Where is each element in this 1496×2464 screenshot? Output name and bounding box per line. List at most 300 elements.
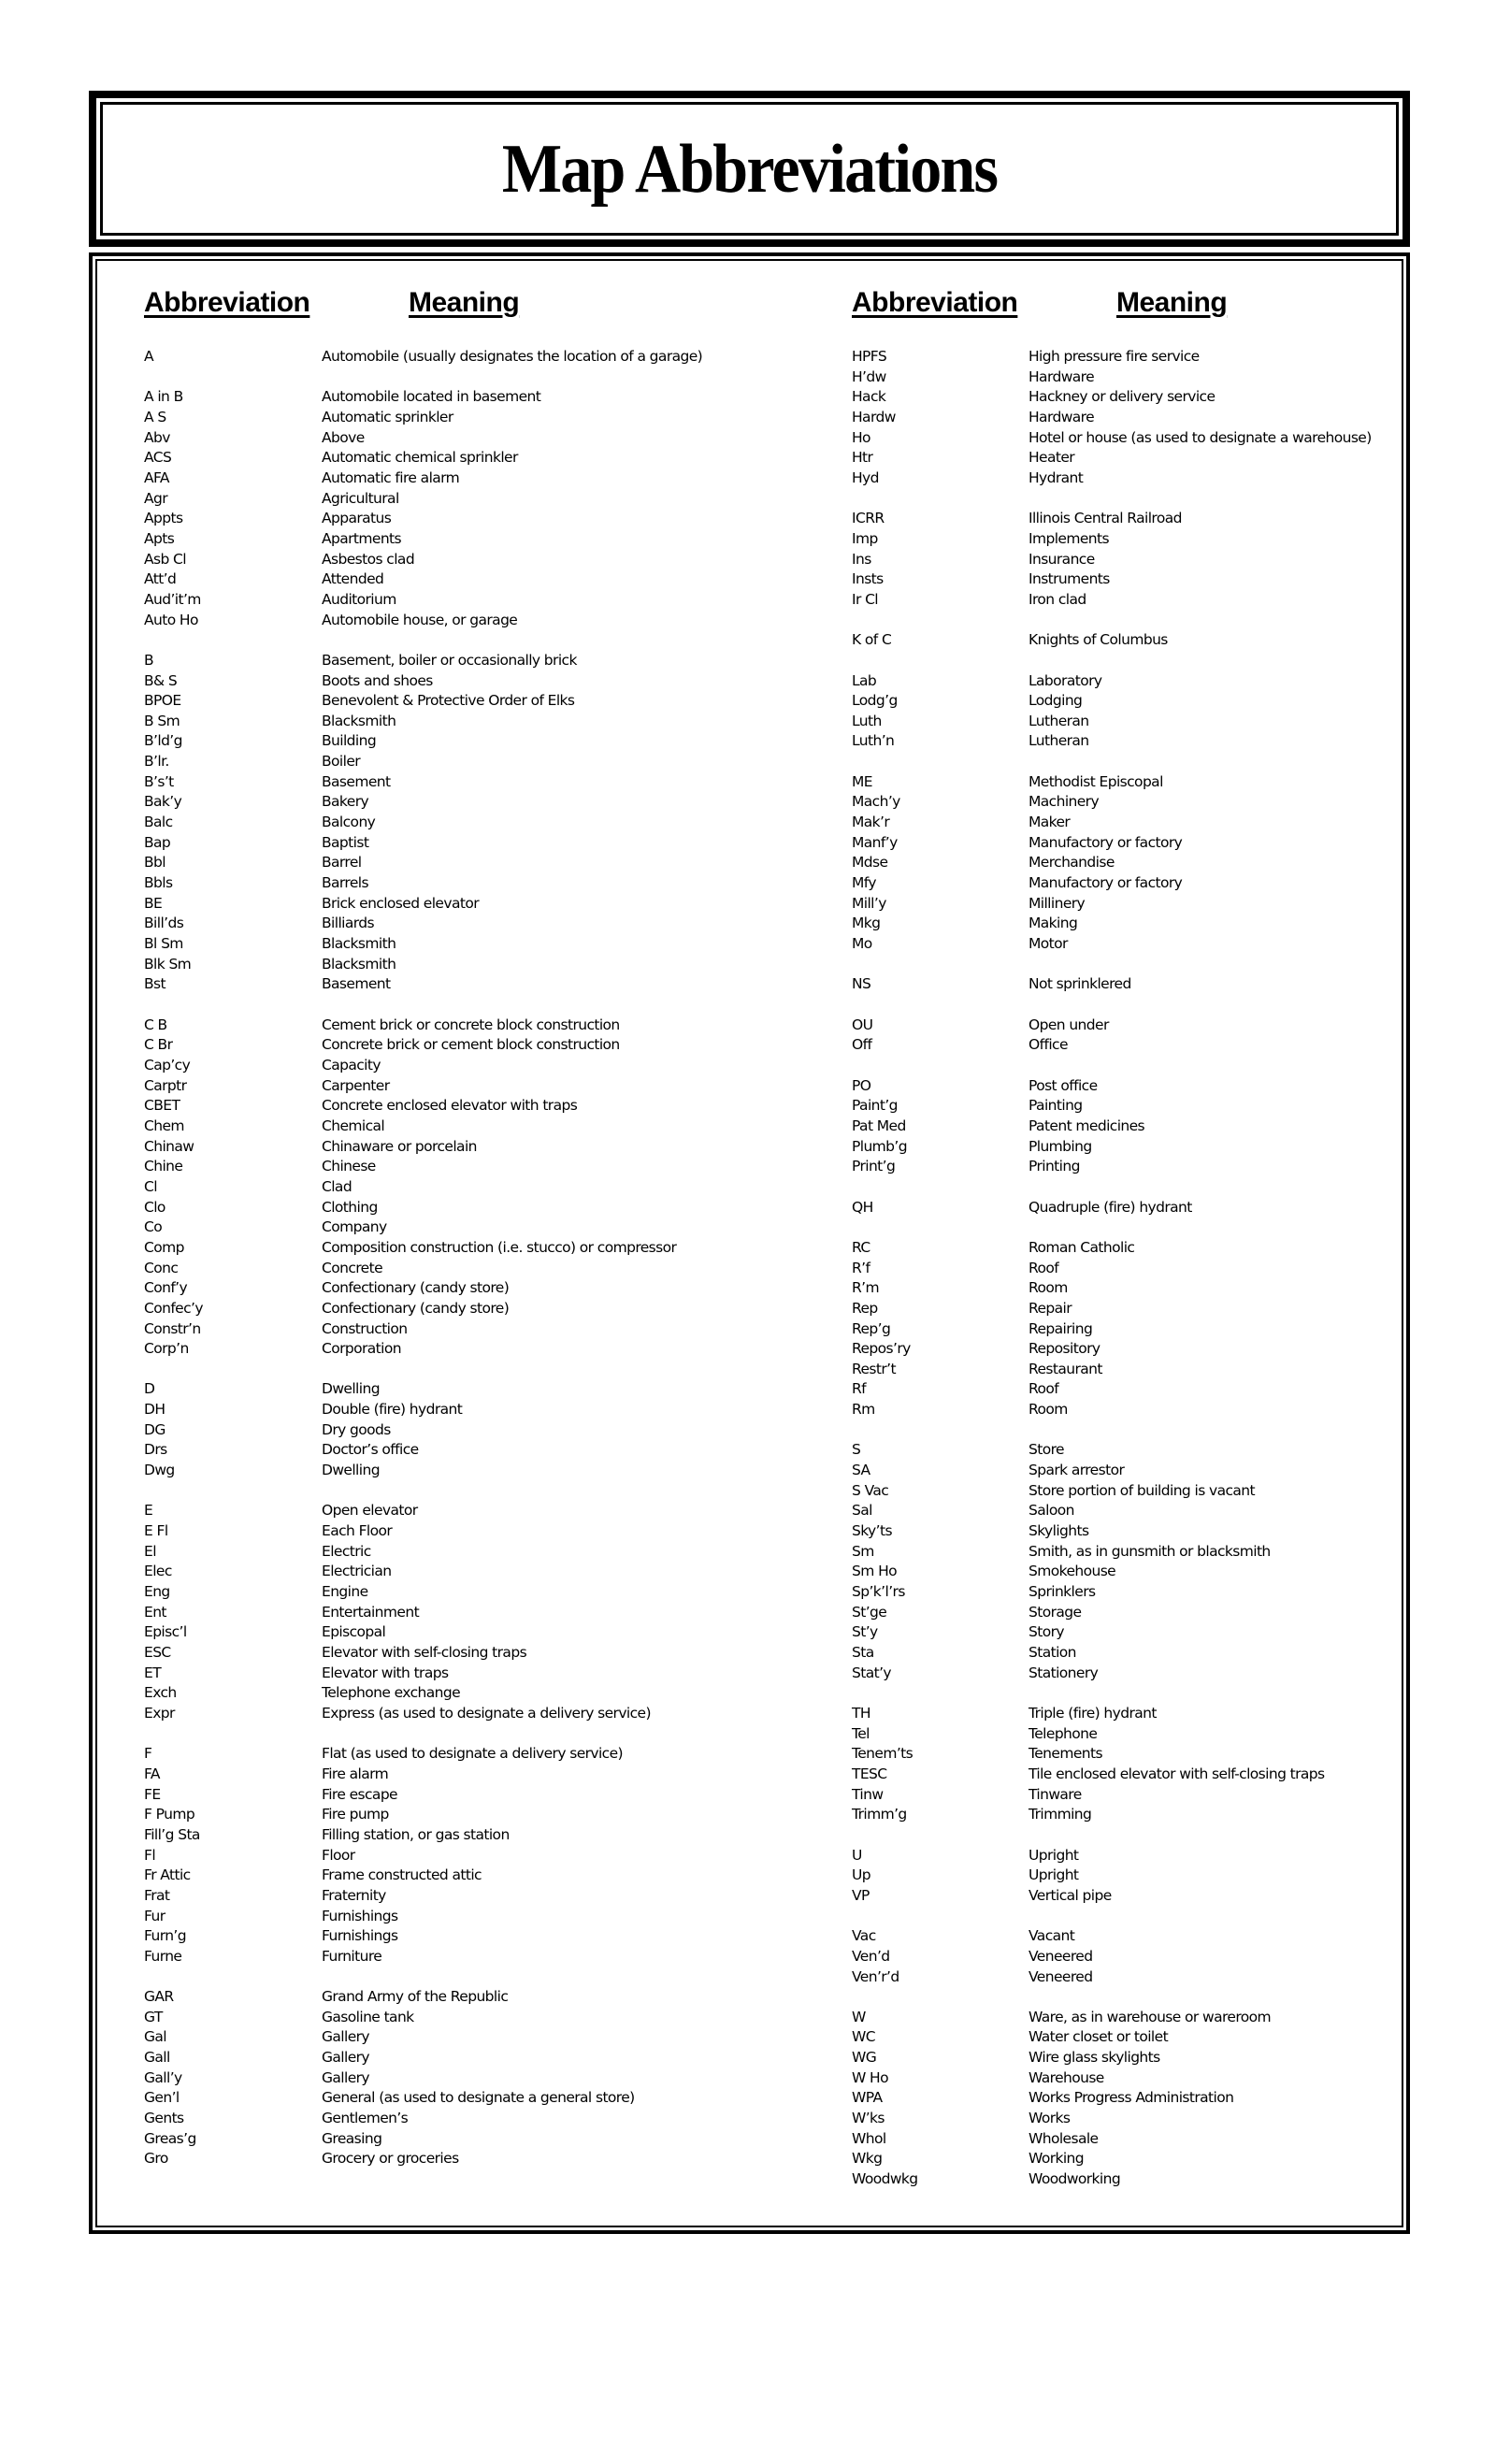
abbreviation-cell: Bbls bbox=[144, 874, 173, 892]
abbreviation-cell: TESC bbox=[852, 1765, 887, 1782]
meaning-cell: Electric bbox=[322, 1542, 371, 1560]
abbreviation-cell: Wkg bbox=[852, 2150, 883, 2168]
abbreviation-cell: Rep’g bbox=[852, 1319, 891, 1337]
abbreviation-cell: Restr’t bbox=[852, 1360, 896, 1377]
abbreviation-cell: El bbox=[144, 1542, 156, 1560]
abbreviation-cell: VP bbox=[852, 1886, 870, 1904]
abbreviation-cell: Chinaw bbox=[144, 1137, 194, 1155]
abbreviation-cell: Pat Med bbox=[852, 1117, 906, 1134]
abbreviation-cell: Vac bbox=[852, 1927, 876, 1945]
abbreviation-cell: Gents bbox=[144, 2110, 184, 2127]
meaning-cell: Above bbox=[322, 428, 365, 446]
abbreviation-cell: SA bbox=[852, 1462, 870, 1479]
abbreviation-cell: Stat’y bbox=[852, 1664, 891, 1681]
abbreviation-cell: A bbox=[144, 348, 154, 365]
abbreviation-header: Abbreviation bbox=[852, 287, 1018, 318]
meaning-cell: Veneered bbox=[1028, 1967, 1093, 1985]
abbreviation-cell: Bap bbox=[144, 833, 171, 851]
abbreviation-cell: Plumb’g bbox=[852, 1137, 907, 1155]
abbreviation-cell: R’f bbox=[852, 1259, 870, 1276]
meaning-cell: Asbestos clad bbox=[322, 550, 415, 568]
abbreviation-cell: WPA bbox=[852, 2089, 883, 2107]
meaning-cell: Episcopal bbox=[322, 1623, 386, 1641]
abbreviation-cell: TH bbox=[852, 1704, 870, 1722]
abbreviation-cell: Bak’y bbox=[144, 793, 182, 811]
abbreviation-cell: Ent bbox=[144, 1603, 166, 1621]
meaning-cell: Room bbox=[1028, 1279, 1068, 1297]
meaning-cell: Blacksmith bbox=[322, 712, 396, 729]
abbreviation-cell: Trimm’g bbox=[852, 1806, 907, 1823]
abbreviation-cell: Fr Attic bbox=[144, 1866, 191, 1884]
meaning-cell: Frame constructed attic bbox=[322, 1866, 482, 1884]
abbreviation-cell: CBET bbox=[144, 1097, 180, 1115]
abbreviation-cell: Agr bbox=[144, 489, 168, 507]
abbreviation-cell: Exch bbox=[144, 1684, 177, 1702]
meaning-cell: Works Progress Administration bbox=[1028, 2089, 1234, 2107]
meaning-cell: Roman Catholic bbox=[1028, 1238, 1135, 1256]
meaning-cell: Smokehouse bbox=[1028, 1563, 1116, 1580]
abbreviation-cell: Tinw bbox=[852, 1785, 884, 1803]
meaning-cell: Stationery bbox=[1028, 1664, 1099, 1681]
meaning-cell: Apparatus bbox=[322, 510, 392, 527]
meaning-cell: Boiler bbox=[322, 753, 361, 771]
abbreviation-cell: Gal bbox=[144, 2028, 167, 2046]
abbreviation-cell: Bill’ds bbox=[144, 915, 184, 932]
meaning-cell: Automobile located in basement bbox=[322, 388, 541, 406]
meaning-cell: Billiards bbox=[322, 915, 374, 932]
meaning-cell: Hardware bbox=[1028, 408, 1095, 425]
abbreviation-cell: Blk Sm bbox=[144, 955, 192, 973]
abbreviation-cell: Chem bbox=[144, 1117, 184, 1134]
abbreviation-cell: Insts bbox=[852, 570, 884, 588]
abbreviation-cell: Imp bbox=[852, 529, 878, 547]
abbreviation-cell: Lodg’g bbox=[852, 692, 898, 710]
abbreviation-cell: FE bbox=[144, 1785, 161, 1803]
abbreviation-cell: Cap’cy bbox=[144, 1056, 191, 1073]
abbreviation-cell: Whol bbox=[852, 2129, 886, 2147]
page-title: Map Abbreviations bbox=[501, 131, 998, 208]
meaning-cell: Double (fire) hydrant bbox=[322, 1401, 463, 1419]
abbreviation-cell: Mkg bbox=[852, 915, 881, 932]
meaning-header: Meaning bbox=[409, 287, 520, 318]
abbreviation-cell: W bbox=[852, 2008, 866, 2025]
abbreviation-cell: Ins bbox=[852, 550, 871, 568]
meaning-cell: Capacity bbox=[322, 1056, 381, 1073]
meaning-cell: Flat (as used to designate a delivery service) bbox=[322, 1745, 623, 1763]
abbreviation-cell: Greas’g bbox=[144, 2129, 196, 2147]
abbreviation-cell: Fur bbox=[144, 1907, 165, 1924]
meaning-cell: General (as used to designate a general store) bbox=[322, 2089, 635, 2107]
abbreviation-cell: K of C bbox=[852, 631, 892, 649]
meaning-cell: Knights of Columbus bbox=[1028, 631, 1168, 649]
abbreviation-cell: Carptr bbox=[144, 1076, 187, 1094]
meaning-cell: Wholesale bbox=[1028, 2129, 1099, 2147]
abbreviation-cell: Sta bbox=[852, 1644, 874, 1661]
meaning-cell: Maker bbox=[1028, 814, 1071, 831]
meaning-cell: Confectionary (candy store) bbox=[322, 1279, 510, 1297]
abbreviation-cell: A in B bbox=[144, 388, 183, 406]
abbreviation-cell: B& S bbox=[144, 671, 178, 689]
abbreviation-cell: Expr bbox=[144, 1704, 175, 1722]
meaning-cell: Gallery bbox=[322, 2068, 370, 2086]
meaning-cell: Vacant bbox=[1028, 1927, 1075, 1945]
meaning-cell: Office bbox=[1028, 1036, 1068, 1054]
abbreviation-cell: ET bbox=[144, 1664, 162, 1681]
meaning-cell: Furnishings bbox=[322, 1927, 398, 1945]
abbreviation-cell: E bbox=[144, 1502, 153, 1520]
abbreviation-cell: Luth bbox=[852, 712, 882, 729]
abbreviation-cell: B’s’t bbox=[144, 772, 174, 790]
meaning-cell: Each Floor bbox=[322, 1522, 393, 1540]
meaning-cell: Iron clad bbox=[1028, 590, 1086, 608]
meaning-cell: Roof bbox=[1028, 1380, 1059, 1398]
meaning-cell: Barrel bbox=[322, 854, 362, 872]
abbreviation-cell: Sky’ts bbox=[852, 1522, 892, 1540]
meaning-cell: Patent medicines bbox=[1028, 1117, 1145, 1134]
meaning-cell: Repairing bbox=[1028, 1319, 1093, 1337]
meaning-cell: Composition construction (i.e. stucco) or compressor bbox=[322, 1238, 677, 1256]
abbreviation-cell: Att’d bbox=[144, 570, 177, 588]
abbreviation-cell: WG bbox=[852, 2049, 877, 2067]
abbreviation-cell: Mill’y bbox=[852, 894, 886, 912]
abbreviation-cell: Hyd bbox=[852, 468, 879, 486]
meaning-cell: Working bbox=[1028, 2150, 1085, 2168]
meaning-cell: Concrete enclosed elevator with traps bbox=[322, 1097, 578, 1115]
meaning-cell: Repair bbox=[1028, 1299, 1072, 1317]
meaning-cell: Laboratory bbox=[1028, 671, 1102, 689]
abbreviation-cell: Sp’k’l’rs bbox=[852, 1583, 905, 1601]
abbreviation-cell: ME bbox=[852, 772, 872, 790]
meaning-cell: Trimming bbox=[1028, 1806, 1092, 1823]
meaning-cell: Lutheran bbox=[1028, 712, 1089, 729]
abbreviation-cell: Conf’y bbox=[144, 1279, 188, 1297]
meaning-cell: Apartments bbox=[322, 529, 402, 547]
abbreviation-cell: WC bbox=[852, 2028, 875, 2046]
abbreviation-cell: Frat bbox=[144, 1886, 170, 1904]
meaning-cell: Dwelling bbox=[322, 1380, 380, 1398]
abbreviation-cell: U bbox=[852, 1846, 862, 1864]
meaning-cell: Grocery or groceries bbox=[322, 2150, 459, 2168]
meaning-cell: Telephone bbox=[1028, 1724, 1098, 1742]
meaning-cell: Warehouse bbox=[1028, 2068, 1104, 2086]
meaning-cell: Auditorium bbox=[322, 590, 396, 608]
abbreviation-cell: Up bbox=[852, 1866, 870, 1884]
meaning-cell: Tinware bbox=[1028, 1785, 1082, 1803]
meaning-cell: Station bbox=[1028, 1644, 1076, 1661]
abbreviation-cell: Gen’l bbox=[144, 2089, 180, 2107]
abbreviation-cell: Htr bbox=[852, 449, 873, 467]
meaning-cell: Open elevator bbox=[322, 1502, 418, 1520]
abbreviation-cell: A S bbox=[144, 408, 166, 425]
meaning-cell: Telephone exchange bbox=[322, 1684, 461, 1702]
abbreviation-cell: Bst bbox=[144, 975, 165, 993]
meaning-cell: Blacksmith bbox=[322, 935, 396, 953]
abbreviation-cell: Furn’g bbox=[144, 1927, 186, 1945]
meaning-cell: Construction bbox=[322, 1319, 408, 1337]
meaning-cell: Carpenter bbox=[322, 1076, 390, 1094]
abbreviation-cell: Gall bbox=[144, 2049, 170, 2067]
abbreviation-cell: Eng bbox=[144, 1583, 170, 1601]
meaning-cell: Confectionary (candy store) bbox=[322, 1299, 510, 1317]
abbreviation-cell: Hardw bbox=[852, 408, 896, 425]
meaning-cell: Woodworking bbox=[1028, 2170, 1121, 2188]
meaning-cell: Upright bbox=[1028, 1846, 1079, 1864]
meaning-cell: Restaurant bbox=[1028, 1360, 1102, 1377]
meaning-cell: Upright bbox=[1028, 1866, 1079, 1884]
meaning-cell: Corporation bbox=[322, 1340, 401, 1358]
abbreviation-cell: H’dw bbox=[852, 367, 886, 385]
meaning-cell: Motor bbox=[1028, 935, 1068, 953]
abbreviation-cell: Off bbox=[852, 1036, 872, 1054]
abbreviation-cell: W’ks bbox=[852, 2110, 885, 2127]
meaning-cell: Grand Army of the Republic bbox=[322, 1988, 509, 2006]
abbreviation-cell: St’y bbox=[852, 1623, 878, 1641]
meaning-cell: Manufactory or factory bbox=[1028, 874, 1183, 892]
meaning-cell: Dry goods bbox=[322, 1420, 391, 1438]
abbreviation-cell: Ven’d bbox=[852, 1947, 890, 1965]
abbreviation-cell: Conc bbox=[144, 1259, 179, 1276]
abbreviation-cell: FA bbox=[144, 1765, 160, 1782]
meaning-cell: Illinois Central Railroad bbox=[1028, 510, 1182, 527]
meaning-cell: Automobile house, or garage bbox=[322, 611, 518, 628]
abbreviation-cell: Tenem’ts bbox=[852, 1745, 913, 1763]
meaning-cell: Saloon bbox=[1028, 1502, 1074, 1520]
meaning-cell: Automatic sprinkler bbox=[322, 408, 453, 425]
abbreviation-cell: F Pump bbox=[144, 1806, 195, 1823]
meaning-cell: Greasing bbox=[322, 2129, 382, 2147]
meaning-cell: Automatic chemical sprinkler bbox=[322, 449, 518, 467]
abbreviation-cell: Asb Cl bbox=[144, 550, 186, 568]
abbreviation-cell: Aud’it’m bbox=[144, 590, 201, 608]
meaning-cell: Chemical bbox=[322, 1117, 385, 1134]
title-box bbox=[89, 91, 1410, 247]
meaning-cell: Basement bbox=[322, 975, 391, 993]
abbreviation-cell: Bbl bbox=[144, 854, 165, 872]
meaning-cell: Barrels bbox=[322, 874, 368, 892]
meaning-cell: Clothing bbox=[322, 1198, 378, 1216]
abbreviation-cell: DG bbox=[144, 1420, 165, 1438]
abbreviation-cell: Mach’y bbox=[852, 793, 900, 811]
abbreviation-cell: Auto Ho bbox=[144, 611, 198, 628]
meaning-cell: Bakery bbox=[322, 793, 369, 811]
meaning-cell: Clad bbox=[322, 1177, 352, 1195]
meaning-cell: Wire glass skylights bbox=[1028, 2049, 1160, 2067]
abbreviation-cell: Drs bbox=[144, 1441, 167, 1459]
abbreviation-cell: Sm bbox=[852, 1542, 874, 1560]
abbreviation-cell: B bbox=[144, 651, 154, 669]
meaning-cell: Printing bbox=[1028, 1158, 1080, 1175]
abbreviation-cell: Dwg bbox=[144, 1462, 175, 1479]
meaning-cell: Skylights bbox=[1028, 1522, 1089, 1540]
abbreviation-cell: Mo bbox=[852, 935, 872, 953]
abbreviation-cell: GT bbox=[144, 2008, 163, 2025]
abbreviation-cell: W Ho bbox=[852, 2068, 888, 2086]
abbreviation-cell: GAR bbox=[144, 1988, 174, 2006]
meaning-cell: Tile enclosed elevator with self-closing traps bbox=[1028, 1765, 1325, 1782]
abbreviation-cell: Rf bbox=[852, 1380, 867, 1398]
meaning-cell: Benevolent & Protective Order of Elks bbox=[322, 692, 575, 710]
abbreviation-cell: ESC bbox=[144, 1644, 171, 1661]
abbreviation-cell: Cl bbox=[144, 1177, 157, 1195]
meaning-cell: Heater bbox=[1028, 449, 1075, 467]
abbreviation-cell: D bbox=[144, 1380, 155, 1398]
meaning-cell: Fire escape bbox=[322, 1785, 397, 1803]
meaning-cell: Open under bbox=[1028, 1016, 1109, 1033]
abbreviation-cell: Mdse bbox=[852, 854, 888, 872]
meaning-cell: Hotel or house (as used to designate a warehouse) bbox=[1028, 428, 1372, 446]
abbreviation-cell: Ir Cl bbox=[852, 590, 879, 608]
meaning-cell: Triple (fire) hydrant bbox=[1028, 1704, 1157, 1722]
meaning-cell: Attended bbox=[322, 570, 384, 588]
meaning-cell: Roof bbox=[1028, 1259, 1059, 1276]
abbreviation-cell: OU bbox=[852, 1016, 873, 1033]
meaning-cell: Building bbox=[322, 732, 377, 750]
meaning-cell: Boots and shoes bbox=[322, 671, 433, 689]
meaning-cell: Methodist Episcopal bbox=[1028, 772, 1163, 790]
abbreviation-cell: Rep bbox=[852, 1299, 878, 1317]
meaning-cell: Implements bbox=[1028, 529, 1109, 547]
abbreviation-cell: Abv bbox=[144, 428, 170, 446]
meaning-cell: Repository bbox=[1028, 1340, 1100, 1358]
abbreviation-cell: Manf’y bbox=[852, 833, 898, 851]
abbreviation-cell: C B bbox=[144, 1016, 167, 1033]
meaning-cell: Doctor’s office bbox=[322, 1441, 419, 1459]
meaning-cell: Gallery bbox=[322, 2049, 370, 2067]
abbreviation-cell: Co bbox=[144, 1218, 163, 1236]
abbreviation-cell: Furne bbox=[144, 1947, 182, 1965]
abbreviation-cell: Confec’y bbox=[144, 1299, 203, 1317]
meaning-cell: Works bbox=[1028, 2110, 1071, 2127]
meaning-cell: Cement brick or concrete block construction bbox=[322, 1016, 620, 1033]
abbreviation-cell: Fl bbox=[144, 1846, 156, 1864]
abbreviation-cell: AFA bbox=[144, 468, 169, 486]
meaning-cell: Spark arrestor bbox=[1028, 1462, 1125, 1479]
abbreviation-cell: Appts bbox=[144, 510, 183, 527]
meaning-cell: Instruments bbox=[1028, 570, 1110, 588]
abbreviation-cell: Mak’r bbox=[852, 814, 890, 831]
meaning-cell: Engine bbox=[322, 1583, 368, 1601]
abbreviation-cell: Luth’n bbox=[852, 732, 895, 750]
abbreviation-cell: Elec bbox=[144, 1563, 172, 1580]
abbreviation-cell: ACS bbox=[144, 449, 172, 467]
meaning-cell: Veneered bbox=[1028, 1947, 1093, 1965]
meaning-cell: Entertainment bbox=[322, 1603, 420, 1621]
meaning-cell: Elevator with self-closing traps bbox=[322, 1644, 527, 1661]
meaning-cell: Fraternity bbox=[322, 1886, 386, 1904]
abbreviation-cell: NS bbox=[852, 975, 871, 993]
meaning-cell: Agricultural bbox=[322, 489, 399, 507]
abbreviation-cell: RC bbox=[852, 1238, 870, 1256]
abbreviation-cell: Mfy bbox=[852, 874, 876, 892]
abbreviation-cell: PO bbox=[852, 1076, 871, 1094]
meaning-cell: Machinery bbox=[1028, 793, 1100, 811]
abbreviation-header: Abbreviation bbox=[144, 287, 310, 318]
meaning-cell: Baptist bbox=[322, 833, 369, 851]
meaning-cell: Quadruple (fire) hydrant bbox=[1028, 1198, 1192, 1216]
abbreviation-cell: Episc’l bbox=[144, 1623, 187, 1641]
meaning-cell: Storage bbox=[1028, 1603, 1082, 1621]
meaning-cell: Automobile (usually designates the location of a garage) bbox=[322, 348, 703, 365]
meaning-cell: Dwelling bbox=[322, 1462, 380, 1479]
meaning-cell: Basement bbox=[322, 772, 391, 790]
meaning-cell: Vertical pipe bbox=[1028, 1886, 1112, 1904]
abbreviation-cell: Tel bbox=[852, 1724, 870, 1742]
abbreviation-cell: S Vac bbox=[852, 1481, 889, 1499]
abbreviation-cell: Fill’g Sta bbox=[144, 1825, 200, 1843]
abbreviation-cell: Sm Ho bbox=[852, 1563, 898, 1580]
meaning-cell: Concrete brick or cement block construction bbox=[322, 1036, 620, 1054]
abbreviation-cell: Lab bbox=[852, 671, 877, 689]
meaning-cell: Store portion of building is vacant bbox=[1028, 1481, 1255, 1499]
meaning-cell: Room bbox=[1028, 1401, 1068, 1419]
abbreviation-cell: Clo bbox=[144, 1198, 165, 1216]
abbreviation-cell: Chine bbox=[144, 1158, 183, 1175]
meaning-cell: High pressure fire service bbox=[1028, 348, 1200, 365]
meaning-cell: Automatic fire alarm bbox=[322, 468, 460, 486]
abbreviation-cell: S bbox=[852, 1441, 861, 1459]
abbreviation-cell: Hack bbox=[852, 388, 886, 406]
meaning-cell: Brick enclosed elevator bbox=[322, 894, 479, 912]
meaning-cell: Plumbing bbox=[1028, 1137, 1092, 1155]
meaning-cell: Painting bbox=[1028, 1097, 1083, 1115]
abbreviation-cell: Paint’g bbox=[852, 1097, 898, 1115]
abbreviation-cell: Apts bbox=[144, 529, 175, 547]
abbreviation-cell: Woodwkg bbox=[852, 2170, 918, 2188]
abbreviation-cell: Sal bbox=[852, 1502, 872, 1520]
meaning-cell: Tenements bbox=[1028, 1745, 1102, 1763]
abbreviation-cell: B Sm bbox=[144, 712, 180, 729]
meaning-cell: Post office bbox=[1028, 1076, 1098, 1094]
abbreviation-cell: B’lr. bbox=[144, 753, 169, 771]
meaning-cell: Manufactory or factory bbox=[1028, 833, 1183, 851]
abbreviations-table bbox=[89, 252, 1410, 2234]
meaning-cell: Basement, boiler or occasionally brick bbox=[322, 651, 577, 669]
abbreviation-cell: Gro bbox=[144, 2150, 168, 2168]
abbreviation-cell: Bl Sm bbox=[144, 935, 183, 953]
abbreviation-cell: DH bbox=[144, 1401, 165, 1419]
meaning-cell: Making bbox=[1028, 915, 1078, 932]
abbreviation-cell: Ho bbox=[852, 428, 870, 446]
meaning-cell: Smith, as in gunsmith or blacksmith bbox=[1028, 1542, 1271, 1560]
meaning-cell: Filling station, or gas station bbox=[322, 1825, 510, 1843]
abbreviation-cell: F bbox=[144, 1745, 152, 1763]
abbreviation-cell: QH bbox=[852, 1198, 873, 1216]
meaning-cell: Insurance bbox=[1028, 550, 1095, 568]
meaning-cell: Fire pump bbox=[322, 1806, 389, 1823]
abbreviation-cell: Balc bbox=[144, 814, 173, 831]
meaning-cell: Electrician bbox=[322, 1563, 392, 1580]
meaning-cell: Furniture bbox=[322, 1947, 382, 1965]
abbreviation-cell: BE bbox=[144, 894, 163, 912]
meaning-cell: Hydrant bbox=[1028, 468, 1084, 486]
meaning-cell: Hackney or delivery service bbox=[1028, 388, 1216, 406]
abbreviation-cell: Corp’n bbox=[144, 1340, 189, 1358]
abbreviation-cell: St’ge bbox=[852, 1603, 887, 1621]
meaning-cell: Chinese bbox=[322, 1158, 376, 1175]
abbreviation-cell: BPOE bbox=[144, 692, 181, 710]
abbreviation-cell: Rm bbox=[852, 1401, 875, 1419]
meaning-cell: Story bbox=[1028, 1623, 1064, 1641]
meaning-cell: Sprinklers bbox=[1028, 1583, 1096, 1601]
meaning-cell: Concrete bbox=[322, 1259, 383, 1276]
abbreviation-cell: HPFS bbox=[852, 348, 887, 365]
meaning-cell: Gallery bbox=[322, 2028, 370, 2046]
abbreviation-cell: Ven’r’d bbox=[852, 1967, 899, 1985]
abbreviation-cell: ICRR bbox=[852, 510, 885, 527]
meaning-cell: Gasoline tank bbox=[322, 2008, 414, 2025]
meaning-cell: Lutheran bbox=[1028, 732, 1089, 750]
meaning-cell: Furnishings bbox=[322, 1907, 398, 1924]
